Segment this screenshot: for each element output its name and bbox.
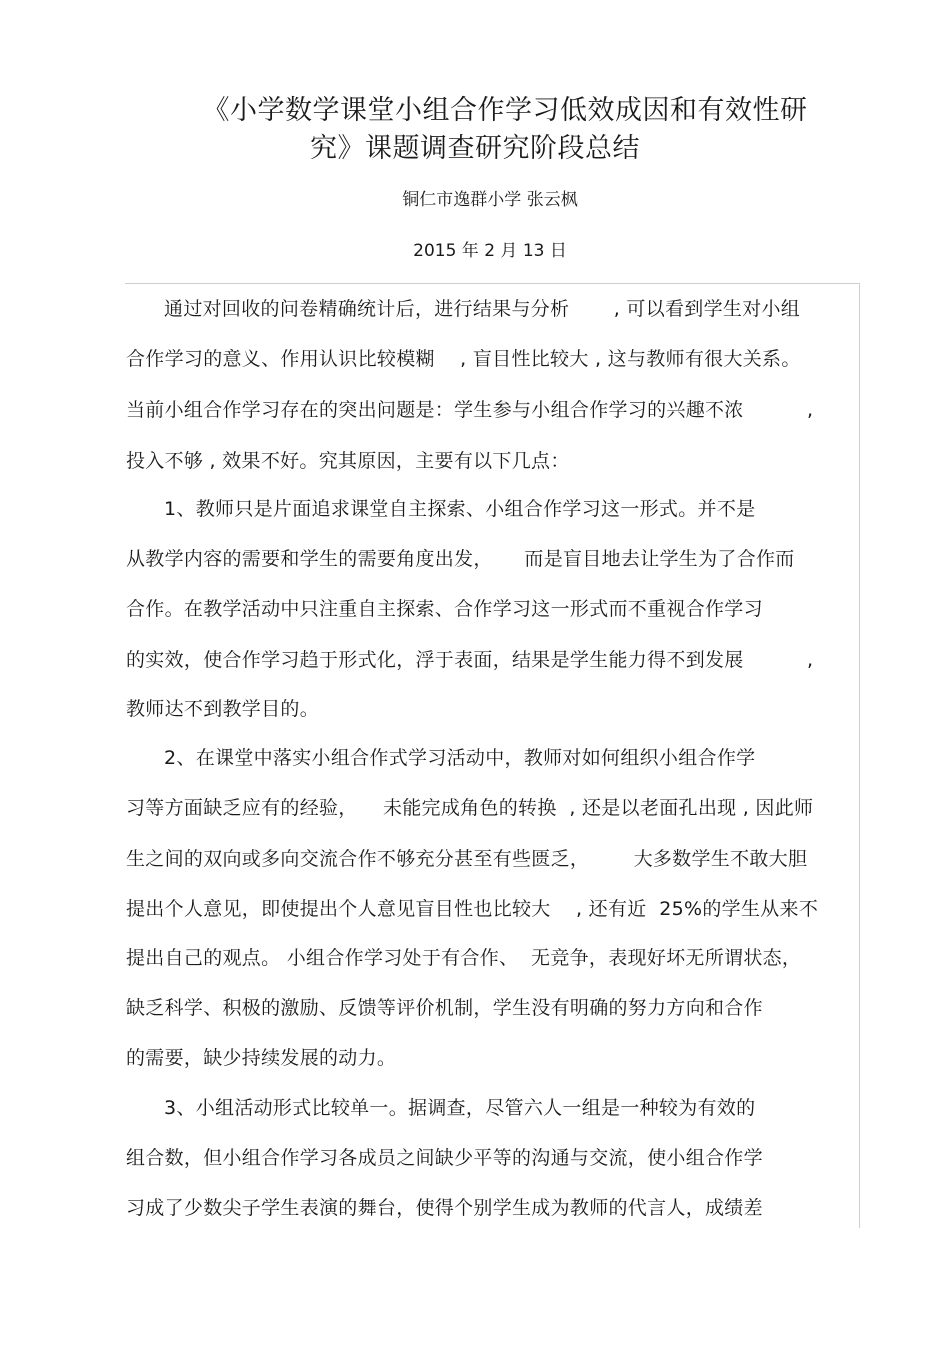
body-line: 的实效，使合作学习趋于形式化，浮于表面，结果是学生能力得不到发展 , [126,649,814,671]
body-line: 2、在课堂中落实小组合作式学习活动中，教师对如何组织小组合作学 [126,747,756,769]
body-line: 投入不够 , 效果不好。究其原因，主要有以下几点： [126,450,570,472]
document-title-line-1: 《小学数学课堂小组合作学习低效成因和有效性研 [202,95,808,126]
body-line: 的需要，缺少持续发展的动力。 [126,1047,397,1069]
body-line: 通过对回收的问卷精确统计后，进行结果与分析 , 可以看到学生对小组 [126,298,801,320]
document-title-line-2: 究》课题调查研究阶段总结 [310,133,640,164]
top-border-line [125,283,860,284]
body-line: 生之间的双向或多向交流合作不够充分甚至有些匮乏， 大多数学生不敢大胆 [126,848,808,870]
body-line: 合作。在教学活动中只注重自主探索、合作学习这一形式而不重视合作学习 [126,598,763,620]
body-line: 当前小组合作学习存在的突出问题是：学生参与小组合作学习的兴趣不浓 , [126,399,814,421]
body-line: 合作学习的意义、作用认识比较模糊 , 盲目性比较大 , 这与教师有很大关系。 [126,348,801,370]
body-line: 3、小组活动形式比较单一。据调查，尽管六人一组是一种较为有效的 [126,1097,756,1119]
body-line: 提出自己的观点。 小组合作学习处于有合作、 无竞争，表现好坏无所谓状态， [126,947,802,969]
body-line: 缺乏科学、积极的激励、反馈等评价机制，学生没有明确的努力方向和合作 [126,997,763,1019]
body-line: 习等方面缺乏应有的经验， 未能完成角色的转换 , 还是以老面孔出现 , 因此师 [126,797,814,819]
body-line: 教师达不到教学目的。 [126,698,320,720]
body-line: 1、教师只是片面追求课堂自主探索、小组合作学习这一形式。并不是 [126,498,756,520]
body-line: 从教学内容的需要和学生的需要角度出发， 而是盲目地去让学生为了合作而 [126,548,795,570]
school-author: 铜仁市逸群小学 张云枫 [402,190,578,210]
body-line: 提出个人意见，即使提出个人意见盲目性也比较大 , 还有近 25%的学生从来不 [126,898,819,920]
body-line: 组合数，但小组合作学习各成员之间缺少平等的沟通与交流，使小组合作学 [126,1147,763,1169]
document-date: 2015 年 2 月 13 日 [413,241,567,261]
body-line: 习成了少数尖子学生表演的舞台，使得个别学生成为教师的代言人，成绩差 [126,1197,763,1219]
